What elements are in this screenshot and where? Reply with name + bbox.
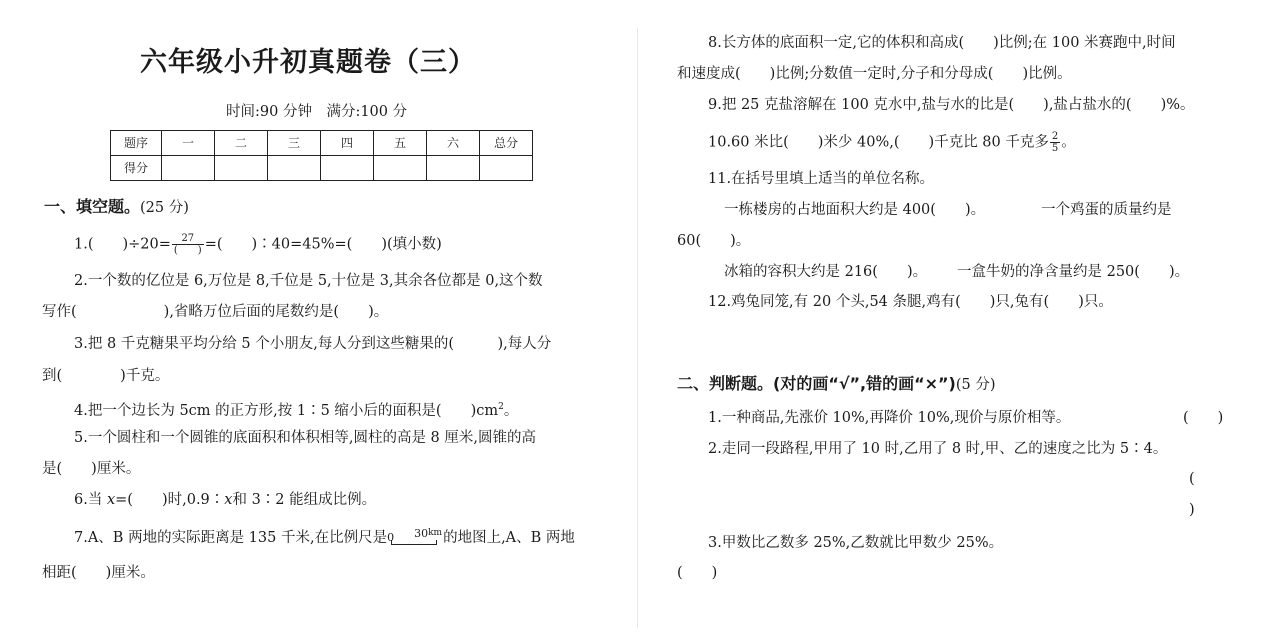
- scale-unit: km: [428, 528, 443, 538]
- section-points: (5 分): [955, 377, 996, 393]
- question-11-a: 一栋楼房的占地面积大约是 400( )。: [724, 202, 986, 218]
- score-table-header-row: [111, 131, 533, 156]
- question-text: 。: [1061, 134, 1076, 151]
- question-text: 7.A、B 两地的实际距离是 135 千米,在比例尺是: [74, 530, 388, 546]
- variable: x: [224, 492, 233, 508]
- page-divider: [637, 28, 638, 628]
- question-2-line-1: 2.一个数的亿位是 6,万位是 8,千位是 5,十位是 3,其余各位都是 0,这个数: [74, 273, 543, 289]
- score-table-cell: 二: [215, 131, 268, 156]
- scale-line: [391, 540, 437, 545]
- score-input-cell[interactable]: [162, 156, 215, 181]
- judge-answer-bracket[interactable]: ( ): [677, 565, 718, 581]
- question-2-line-2: 写作( ),省略万位后面的尾数约是( )。: [42, 304, 389, 320]
- question-text: 和 3∶2 能组成比例。: [232, 492, 377, 508]
- variable: x: [106, 492, 116, 508]
- fraction-denominator: ( ): [173, 245, 202, 256]
- question-11-b-cont: 60( )。: [677, 233, 751, 249]
- fraction: [172, 233, 204, 256]
- question-text: 1.( )÷20=: [74, 236, 171, 253]
- section-title: 二、判断题。(对的画“√”,错的画“×”): [677, 374, 956, 393]
- question-text: =( )时,0.9∶: [115, 492, 225, 508]
- score-table-cell: 一: [162, 131, 215, 156]
- score-input-cell[interactable]: [321, 156, 374, 181]
- question-5-line-2: 是( )厘米。: [42, 461, 141, 477]
- score-table-cell: 总分: [480, 131, 533, 156]
- judge-answer-bracket-open[interactable]: (: [1189, 471, 1195, 487]
- question-3-line-2: 到( )千克。: [42, 368, 170, 384]
- question-6: [74, 490, 376, 510]
- score-input-cell[interactable]: [427, 156, 480, 181]
- fraction-numerator: 2: [1051, 131, 1059, 142]
- question-7-line-2: 相距( )厘米。: [42, 565, 155, 581]
- question-12: 12.鸡兔同笼,有 20 个头,54 条腿,鸡有( )只,兔有( )只。: [708, 294, 1113, 310]
- judge-question-1: 1.一种商品,先涨价 10%,再降价 10%,现价与原价相等。: [708, 410, 1071, 426]
- question-text: 6.当: [74, 492, 107, 508]
- fraction: [1050, 131, 1060, 154]
- judge-question-2: 2.走同一段路程,甲用了 10 时,乙用了 8 时,甲、乙的速度之比为 5∶4。: [708, 441, 1168, 457]
- question-text: 4.把一个边长为 5cm 的正方形,按 1∶5 缩小后的面积是( )cm: [74, 402, 499, 419]
- score-table-cell: 得分: [111, 156, 162, 181]
- question-8-line-2: 和速度成( )比例;分数值一定时,分子和分母成( )比例。: [677, 66, 1072, 82]
- question-11-b: 一个鸡蛋的质量约是: [1041, 202, 1172, 218]
- question-text: 。: [503, 402, 519, 419]
- judge-answer-bracket[interactable]: ( ): [1183, 410, 1224, 426]
- score-input-cell[interactable]: [215, 156, 268, 181]
- score-input-cell[interactable]: [268, 156, 321, 181]
- question-text: 10.60 米比( )米少 40%,( )千克比 80 千克多: [708, 134, 1049, 151]
- question-11-d: 一盒牛奶的净含量约是 250( )。: [957, 264, 1190, 280]
- question-1: [74, 233, 442, 256]
- score-table-cell: 五: [374, 131, 427, 156]
- scale-zero: 0: [387, 531, 395, 544]
- section-heading-true-false: [677, 371, 996, 394]
- question-3-line-1: 3.把 8 千克糖果平均分给 5 个小朋友,每人分到这些糖果的( ),每人分: [74, 336, 552, 352]
- question-5-line-1: 5.一个圆柱和一个圆锥的底面积和体积相等,圆柱的高是 8 厘米,圆锥的高: [74, 430, 536, 446]
- question-text: 的地图上,A、B 两地: [443, 530, 575, 546]
- section-points: (25 分): [140, 200, 189, 216]
- score-input-cell[interactable]: [480, 156, 533, 181]
- section-heading-fill-blank: [44, 194, 189, 217]
- question-7-line-1: [74, 528, 575, 548]
- question-text: =( )∶40=45%=( )(填小数): [204, 236, 442, 253]
- scale-value: 30: [414, 527, 429, 540]
- section-title: 一、填空题。: [44, 197, 141, 216]
- score-input-cell[interactable]: [374, 156, 427, 181]
- question-11-intro: 11.在括号里填上适当的单位名称。: [708, 171, 935, 187]
- score-table: [110, 130, 533, 181]
- question-10: [708, 131, 1076, 154]
- score-table-cell: 六: [427, 131, 480, 156]
- exam-info: 时间:90 分钟 满分:100 分: [226, 104, 408, 120]
- question-9: 9.把 25 克盐溶解在 100 克水中,盐与水的比是( ),盐占盐水的( )%。: [708, 97, 1195, 113]
- fraction-numerator: 27: [172, 233, 204, 245]
- score-table-cell: 四: [321, 131, 374, 156]
- page-title: 六年级小升初真题卷（三）: [140, 47, 476, 78]
- fraction-denominator: 5: [1051, 143, 1059, 154]
- score-table-cell: 三: [268, 131, 321, 156]
- judge-answer-bracket-close[interactable]: ): [1189, 502, 1195, 518]
- scale-bar: [387, 528, 443, 548]
- question-8-line-1: 8.长方体的底面积一定,它的体积和高成( )比例;在 100 米赛跑中,时间: [708, 35, 1176, 51]
- superscript: 2: [498, 402, 504, 412]
- score-table-cell: 题序: [111, 131, 162, 156]
- question-11-c: 冰箱的容积大约是 216( )。: [724, 264, 928, 280]
- question-4: [74, 397, 518, 421]
- score-table-score-row: [111, 156, 533, 181]
- judge-question-3: 3.甲数比乙数多 25%,乙数就比甲数少 25%。: [708, 535, 1004, 551]
